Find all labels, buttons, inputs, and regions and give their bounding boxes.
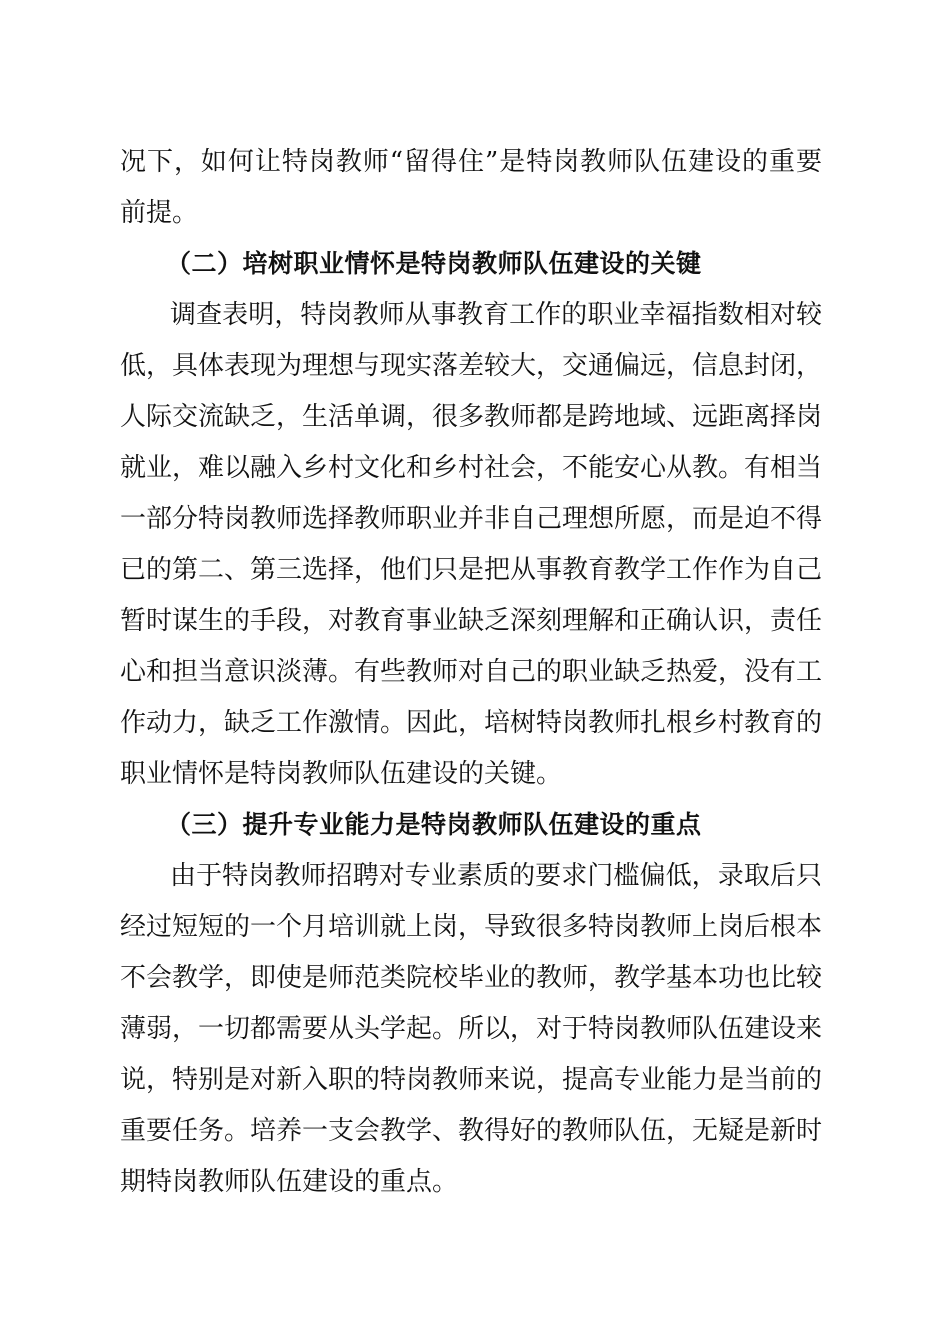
intro-line-2: 前提。 — [120, 198, 199, 228]
section-3-line-6: 重要任务。培养一支会教学、教得好的教师队伍，无疑是新时 — [120, 1116, 822, 1146]
section-2-line-5: 一部分特岗教师选择教师职业并非自己理想所愿，而是迫不得 — [120, 504, 822, 534]
section-2-line-1: 调查表明，特岗教师从事教育工作的职业幸福指数相对较 — [170, 300, 822, 330]
section-2-line-10: 职业情怀是特岗教师队伍建设的关键。 — [120, 759, 563, 789]
section-3-line-3: 不会教学，即使是师范类院校毕业的教师，教学基本功也比较 — [120, 963, 822, 993]
section-3-line-2: 经过短短的一个月培训就上岗，导致很多特岗教师上岗后根本 — [120, 912, 822, 942]
section-2-heading: （二）培树职业情怀是特岗教师队伍建设的关键 — [166, 249, 702, 278]
section-3-heading: （三）提升专业能力是特岗教师队伍建设的重点 — [166, 810, 702, 839]
section-3-line-1: 由于特岗教师招聘对专业素质的要求门槛偏低，录取后只 — [170, 861, 822, 891]
section-2-line-4: 就业，难以融入乡村文化和乡村社会，不能安心从教。有相当 — [120, 453, 822, 483]
section-3-line-4: 薄弱，一切都需要从头学起。所以，对于特岗教师队伍建设来 — [120, 1014, 822, 1044]
section-2-line-9: 作动力，缺乏工作激情。因此，培树特岗教师扎根乡村教育的 — [120, 708, 822, 738]
section-3-line-7: 期特岗教师队伍建设的重点。 — [120, 1167, 459, 1197]
section-2-line-7: 暂时谋生的手段，对教育事业缺乏深刻理解和正确认识，责任 — [120, 606, 822, 636]
section-2-line-6: 已的第二、第三选择，他们只是把从事教育教学工作作为自己 — [120, 555, 822, 585]
section-2-line-2: 低，具体表现为理想与现实落差较大，交通偏远，信息封闭， — [120, 351, 822, 381]
section-2-line-8: 心和担当意识淡薄。有些教师对自己的职业缺乏热爱，没有工 — [120, 657, 822, 687]
section-2-line-3: 人际交流缺乏，生活单调，很多教师都是跨地域、远距离择岗 — [120, 402, 822, 432]
intro-line-1: 况下，如何让特岗教师“留得住”是特岗教师队伍建设的重要 — [120, 147, 822, 177]
section-3-line-5: 说，特别是对新入职的特岗教师来说，提高专业能力是当前的 — [120, 1065, 822, 1095]
